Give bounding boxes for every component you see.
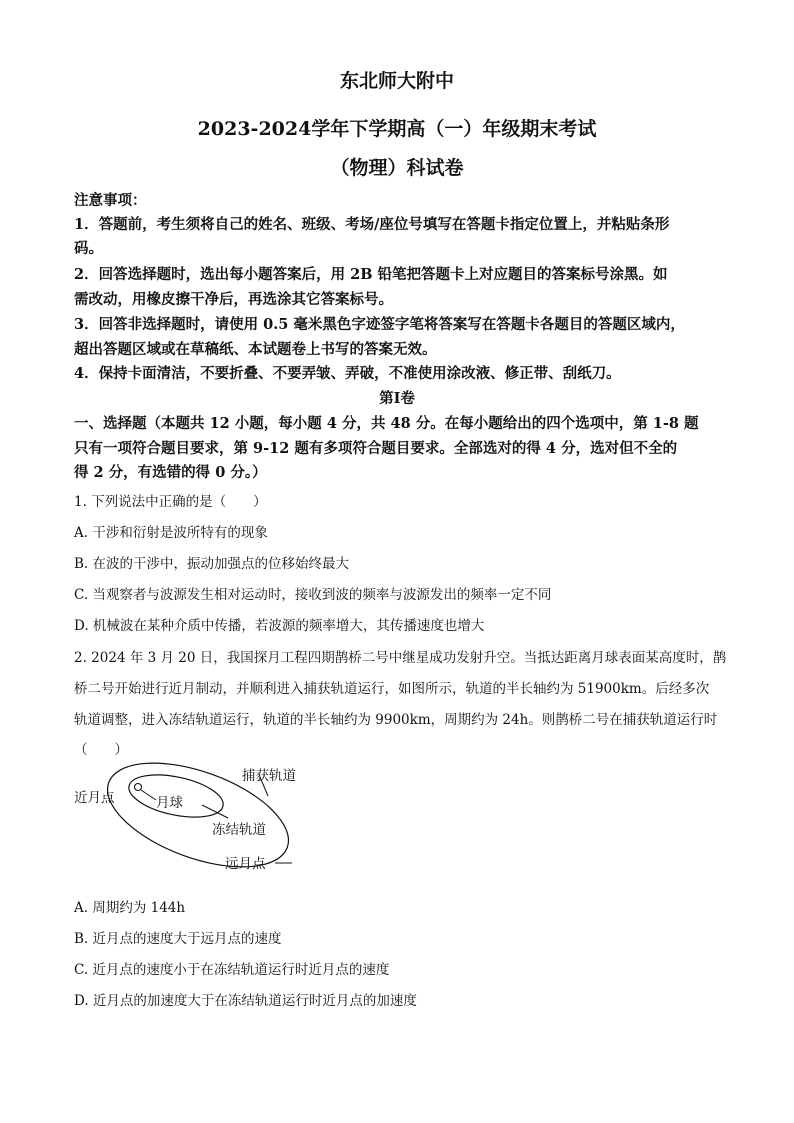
q2-option-c: C. 近月点的速度小于在冻结轨道运行时近月点的速度 (74, 962, 390, 978)
q2-option-b: B. 近月点的速度大于远月点的速度 (74, 931, 282, 947)
exam-title: 2023-2024学年下学期高（一）年级期末考试 (197, 118, 597, 140)
notice-heading: 注意事项： (74, 192, 147, 209)
q2-option-d: D. 近月点的加速度大于在冻结轨道运行时近月点的加速度 (74, 993, 417, 1009)
notice-item-3: 3．回答非选择题时，请使用 0.5 毫米黑色字迹签字笔将答案写在答题卡各题目的答题区域内， (74, 316, 685, 333)
label-moon: 月球 (156, 795, 183, 811)
q2-option-a: A. 周期约为 144h (74, 900, 186, 916)
moon-leader (141, 790, 156, 800)
q2-stem-1: 2. 2024 年 3 月 20 日，我国探月工程四期鹊桥二号中继星成功发射升空。当抵达距离月球表面某高度时，鹊 (74, 650, 727, 666)
notice-item-3-cont: 超出答题区域或在草稿纸、本试题卷上书写的答案无效。 (74, 341, 437, 358)
q1-option-d: D. 机械波在某种介质中传播，若波源的频率增大，其传播速度也增大 (74, 618, 485, 634)
q2-stem-2: 桥二号开始进行近月制动，并顺利进入捕获轨道运行，如图所示，轨道的半长轴约为 51900km。后经多次 (74, 681, 710, 697)
subject-title: （物理）科试卷 (330, 157, 464, 179)
notice-item-2: 2．回答选择题时，选出每小题答案后，用 2B 铅笔把答题卡上对应题目的答案标号涂黑。如 (74, 266, 668, 283)
label-near-point: 近月点 (74, 790, 115, 806)
section-instructions: 一、选择题（本题共 12 小题，每小题 4 分，共 48 分。在每小题给出的四个选项中，第 1-8 题 (74, 415, 699, 432)
q1-option-a: A. 干涉和衍射是波所特有的现象 (74, 525, 268, 541)
q1-option-b: B. 在波的干涉中，振动加强点的位移始终最大 (74, 556, 350, 572)
orbit-diagram (70, 760, 310, 880)
section-instructions-2: 只有一项符合题目要求，第 9-12 题有多项符合题目要求。全部选对的得 4 分，选对但不全的 (74, 440, 678, 457)
q2-stem-3: 轨道调整，进入冻结轨道运行，轨道的半长轴约为 9900km，周期约为 24h。则鹊桥二号在捕获轨道运行时 (74, 712, 718, 728)
moon-dot (135, 784, 142, 791)
label-far-point: 远月点 (225, 856, 266, 872)
notice-item-1-cont: 码。 (74, 240, 103, 257)
label-capture-orbit: 捕获轨道 (242, 768, 296, 784)
q2-stem-4: （ ） (74, 742, 128, 758)
label-frozen-orbit: 冻结轨道 (212, 822, 266, 838)
school-title: 东北师大附中 (339, 70, 454, 92)
q1-stem: 1. 下列说法中正确的是（ ） (74, 494, 267, 510)
notice-item-2-cont: 需改动，用橡皮擦干净后，再选涂其它答案标号。 (74, 291, 393, 308)
q1-option-c: C. 当观察者与波源发生相对运动时，接收到波的频率与波源发出的频率一定不同 (74, 587, 552, 603)
section-instructions-3: 得 2 分，有选错的得 0 分。） (74, 464, 267, 481)
notice-item-4: 4．保持卡面清洁，不要折叠、不要弄皱、弄破，不准使用涂改液、修正带、刮纸刀。 (74, 365, 621, 382)
volume-title: 第Ⅰ卷 (379, 390, 415, 407)
notice-item-1: 1．答题前，考生须将自己的姓名、班级、考场/座位号填写在答题卡指定位置上，并粘贴条形 (74, 216, 670, 233)
